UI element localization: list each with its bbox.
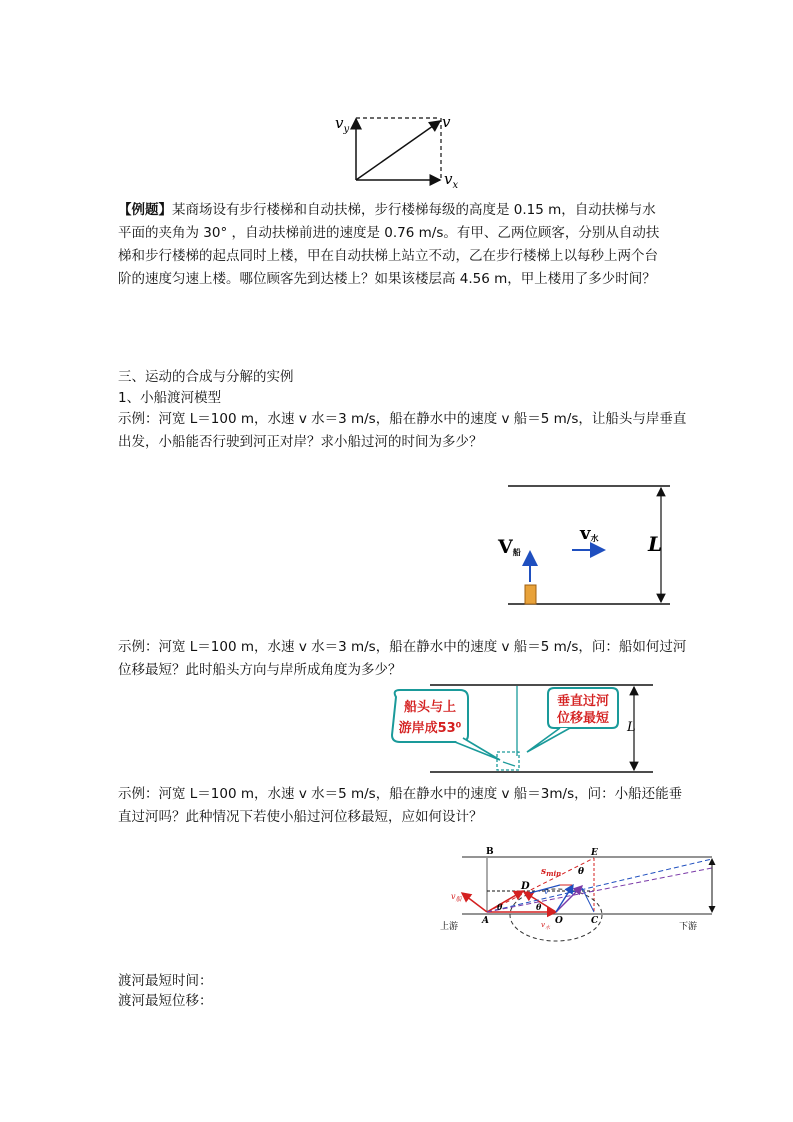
- vwater-label: v水: [580, 523, 599, 544]
- callout-left-line2: 游岸成53⁰: [398, 721, 462, 736]
- label-E: E: [591, 848, 598, 858]
- example1-line1: 【例题】某商场设有步行楼梯和自动扶梯，步行楼梯每级的高度是 0.15 m，自动扶梯与水: [118, 202, 656, 218]
- section3-sub1: 1、小船渡河模型: [118, 390, 222, 406]
- velocity-circle: [510, 889, 602, 941]
- callout-left-line1: 船头与上: [403, 700, 457, 715]
- shortest-time-label: 渡河最短时间：: [118, 973, 213, 989]
- vboat-upstream-arrow: [462, 893, 487, 912]
- vy-label: $v_y$: [335, 114, 350, 135]
- ex-c-line1: 示例：河宽 L＝100 m，水速 v 水＝5 m/s，船在静水中的速度 v 船＝3m/s，问：小船还能垂: [118, 786, 683, 802]
- callout-right-line2: 位移最短: [556, 711, 610, 726]
- vboat-label: $v_船$: [451, 892, 462, 903]
- callout-right-line1: 垂直过河: [556, 694, 610, 709]
- L-label: L: [648, 532, 663, 556]
- smin-label: $s_{min}$: [541, 867, 562, 878]
- example1-line3: 梯和步行楼梯的起点同时上楼，甲在自动扶梯上站立不动，乙在步行楼梯上以每秒上两个台: [118, 248, 658, 264]
- downstream-label: 下游: [679, 922, 698, 932]
- v-label: v: [544, 887, 549, 896]
- example1-line2: 平面的夹角为 30° ，自动扶梯前进的速度是 0.76 m/s。有甲、乙两位顾客，分别从自动扶: [118, 225, 660, 241]
- L-label: L: [627, 720, 636, 735]
- v-label: v: [442, 113, 451, 131]
- theta-A: θ: [497, 902, 503, 912]
- vboat-label: V船: [498, 536, 521, 558]
- ex-b-line2: 位移最短？此时船头方向与岸所成角度为多少？: [118, 662, 402, 678]
- vx-label: $v_x$: [444, 170, 459, 191]
- ex-a-line1: 示例：河宽 L＝100 m，水速 v 水＝3 m/s，船在静水中的速度 v 船＝5 m/s，让船头与岸垂直: [118, 411, 687, 427]
- theta-top: θ: [578, 867, 585, 877]
- label-D: D: [521, 881, 530, 892]
- ex-c-line2: 直过河吗？此种情况下若使小船过河位移最短，应如何设计？: [118, 809, 483, 825]
- label-B: B: [486, 847, 494, 857]
- example1-line4: 阶的速度匀速上楼。哪位顾客先到达楼上？如果该楼层高 4.56 m，甲上楼用了多少时间？: [118, 271, 656, 287]
- upstream-label: 上游: [440, 922, 459, 932]
- theta-O: θ: [536, 902, 542, 912]
- label-C: C: [591, 916, 599, 926]
- shortest-disp-label: 渡河最短位移：: [118, 993, 213, 1009]
- ex-a-line2: 出发，小船能否行驶到河正对岸？求小船过河的时间为多少？: [118, 434, 483, 450]
- ex-b-line1: 示例：河宽 L＝100 m，水速 v 水＝3 m/s，船在静水中的速度 v 船＝5 m/s，问：船如何过河: [118, 639, 687, 655]
- section3-heading: 三、运动的合成与分解的实例: [118, 369, 294, 385]
- label-O: O: [555, 916, 563, 926]
- label-A: A: [482, 916, 489, 926]
- vwater-label: $v_水$: [541, 921, 550, 931]
